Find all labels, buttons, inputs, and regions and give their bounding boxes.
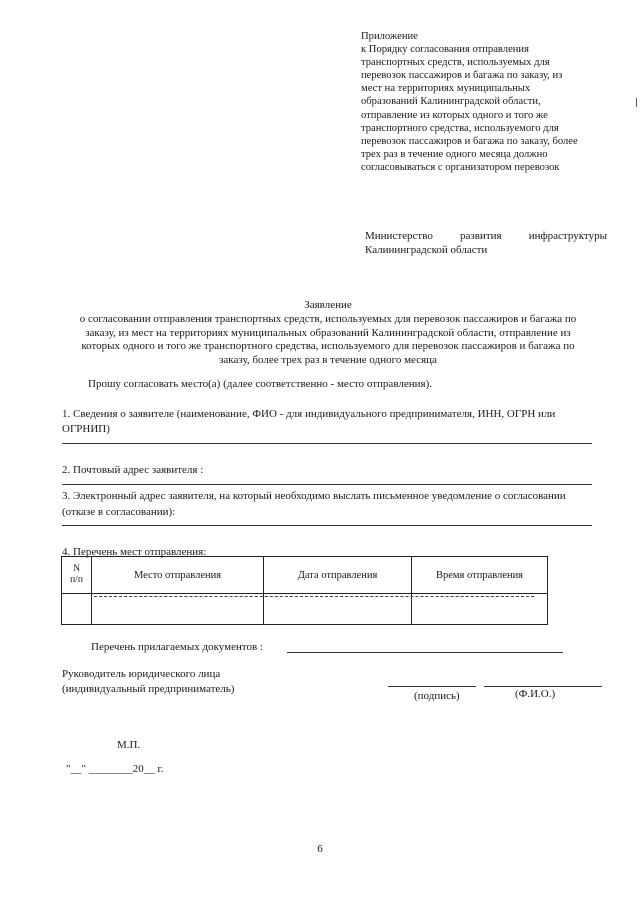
table-header-number [62, 557, 92, 594]
item1-label-cont: ОГРНИП) [62, 423, 110, 435]
item3-label-cont: (отказе в согласовании): [62, 506, 176, 518]
item2-fill-line[interactable] [62, 484, 592, 485]
appendix-line: трех раз в течение одного месяца должно [361, 148, 548, 160]
item1-label: 1. Сведения о заявителе (наименование, ФИО - для индивидуального предпринимателя, ИНН, ОГРН или [62, 408, 556, 420]
table-cell-number[interactable] [62, 594, 92, 625]
appendix-line: образований Калининградской области, [361, 96, 541, 108]
departure-places-table [61, 556, 548, 625]
statement-subtitle-line: заказу, из мест на территориях муниципальных образований Калининградской области, отправление из [85, 326, 571, 339]
table-header-number-bottom: п/п [70, 575, 83, 585]
statement-subtitle-line: заказу, более трех раз в течение одного месяца [219, 353, 437, 366]
table-header-time: Время отправления [412, 557, 548, 594]
appendix-line: отправление из которых одного и того же [361, 109, 548, 121]
item2-label: 2. Почтовый адрес заявителя : [62, 464, 204, 476]
appendix-line: к Порядку согласования отправления [361, 44, 529, 56]
item3-fill-line[interactable] [62, 525, 592, 526]
signature-line[interactable] [388, 686, 476, 687]
addressee-line-1 [365, 229, 607, 243]
table-row [62, 594, 548, 625]
addressee-word: развития [460, 230, 502, 242]
page-number: 6 [317, 843, 323, 855]
name-line[interactable] [484, 686, 602, 687]
appendix-line: транспортного средства, используемого для [361, 122, 559, 134]
appendix-line: транспортных средств, используемых для [361, 57, 550, 69]
table-header-place: Место отправления [92, 557, 264, 594]
statement-subtitle-line: о согласовании отправления транспортных средств, используемых для перевозок пассажиров и багажа по [79, 313, 577, 326]
table-cell-date[interactable] [264, 594, 412, 625]
table-header-row [62, 557, 548, 594]
addressee-line-2: Калининградской области [365, 244, 488, 256]
appendix-line: согласовываться с организатором перевозок [361, 161, 560, 173]
documents-label: Перечень прилагаемых документов : [91, 641, 264, 653]
signature-caption: (подпись) [414, 690, 460, 702]
date-line[interactable]: "__" ________20__ г. [66, 763, 164, 775]
name-caption: (Ф.И.О.) [515, 688, 556, 700]
item4-label: 4. Перечень мест отправления: [62, 546, 207, 558]
table-cell-time[interactable] [412, 594, 548, 625]
head-label-cont: (индивидуальный предприниматель) [62, 683, 235, 695]
appendix-line: перевозок пассажиров и багажа по заказу, из [361, 70, 563, 82]
appendix-line: мест на территориях муниципальных [361, 83, 531, 95]
table-header-number-top: N [73, 564, 80, 574]
appendix-line: перевозок пассажиров и багажа по заказу, более [361, 135, 578, 147]
table-dotted-line [94, 596, 534, 597]
request-text: Прошу согласовать место(а) (далее соответственно - место отправления). [88, 378, 432, 390]
appendix-block [361, 30, 609, 174]
statement-title: Заявление [304, 299, 352, 311]
table-cell-place[interactable] [92, 594, 264, 625]
documents-fill-line[interactable] [287, 652, 563, 653]
item3-label: 3. Электронный адрес заявителя, на который необходимо выслать письменное уведомление о согласовании [62, 490, 566, 502]
statement-subtitle-line: которых одного и того же транспортного средства, используемого для перевозок пассажиров и багажа по [81, 340, 575, 353]
addressee-word: инфраструктуры [528, 230, 607, 242]
table-header-date: Дата отправления [264, 557, 412, 594]
addressee-block [365, 229, 607, 257]
statement-title-block [48, 299, 608, 367]
scan-edge-mark [636, 98, 637, 107]
item1-fill-line[interactable] [62, 443, 592, 444]
head-label: Руководитель юридического лица [62, 668, 221, 680]
stamp-label: М.П. [117, 739, 141, 751]
addressee-word: Министерство [365, 230, 433, 242]
appendix-line: Приложение [361, 31, 418, 42]
